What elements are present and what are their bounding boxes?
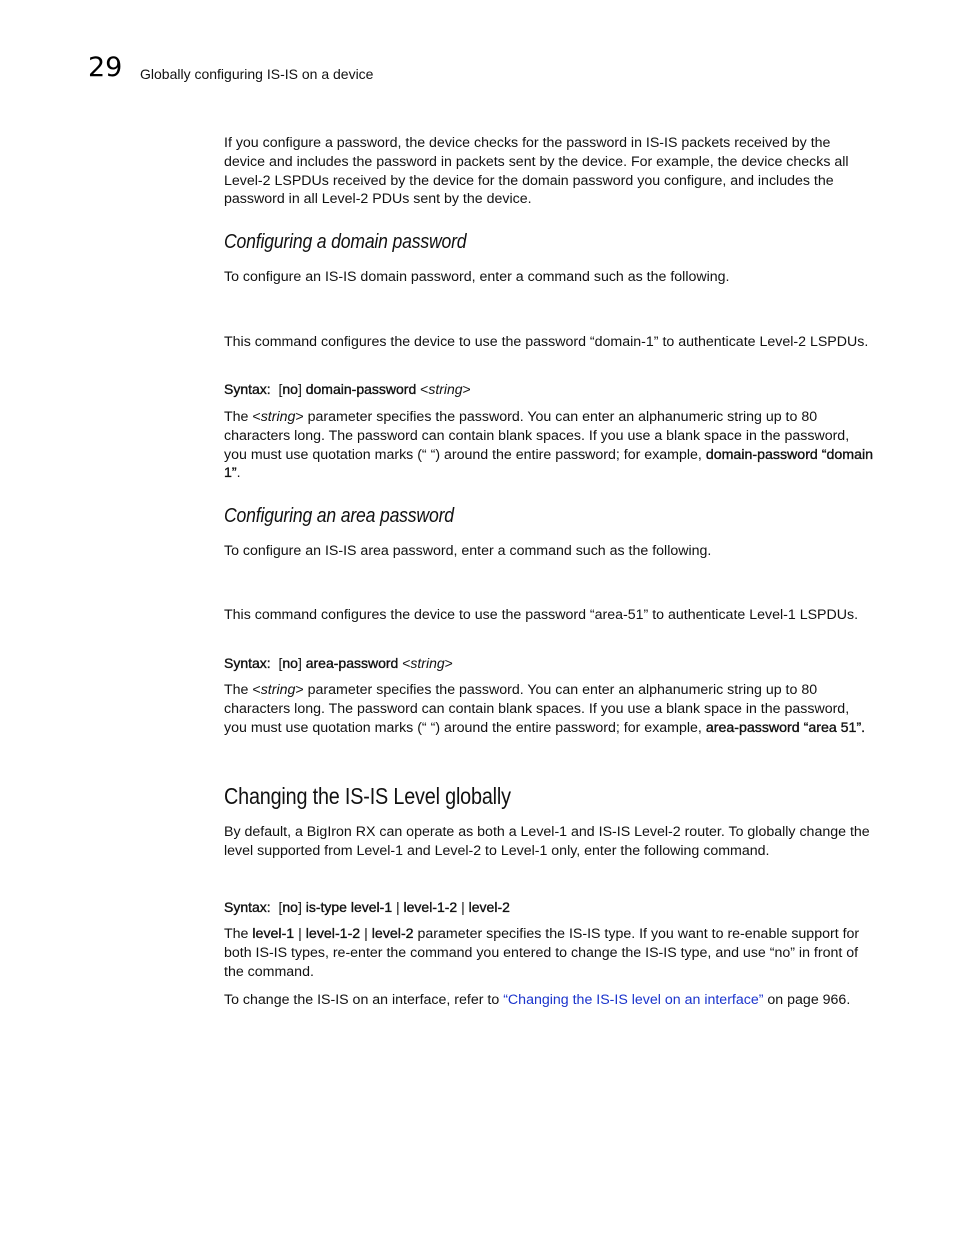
ref-post: on page 966. [767, 992, 851, 1008]
intro-paragraph: If you configure a password, the device checks for the password in IS-IS packets received by the device and includes the password in packets sent by the device. For example, the device checks all Level-2 LSPDUs received by the device for the domain password you configure, and includes the password in all Level-2 PDUs sent by the device. [224, 135, 849, 208]
param-option-3: level-2 [371, 926, 414, 942]
param-option-1: level-1 [252, 926, 295, 942]
area-lead-paragraph: To configure an IS-IS area password, enter a command such as the following. [224, 543, 712, 559]
syntax-option-2: level-1-2 [403, 899, 458, 915]
param-post: > parameter specifies the password. You can enter an alphanumeric string up to 80 characters long. The password can contain blank spaces. If you use a blank space in the password, you must use quotation marks (“ “) around the entire password; for example, [224, 682, 850, 736]
domain-password-heading: Configuring a domain password [224, 231, 467, 253]
domain-explain-paragraph: This command configures the device to use the password “domain-1” to authenticate Level-2 LSPDUs. [224, 334, 869, 350]
area-explain-paragraph: This command configures the device to use the password “area-51” to authenticate Level-1 LSPDUs. [224, 607, 859, 623]
syntax-no: no [282, 381, 298, 397]
param-option-2: level-1-2 [305, 926, 361, 942]
area-password-heading: Configuring an area password [224, 505, 454, 527]
syntax-no: no [282, 655, 298, 671]
interface-level-link[interactable]: “Changing the IS-IS level on an interface” [503, 992, 764, 1008]
area-syntax-line: Syntax: [no] area-password <string> [224, 655, 453, 671]
syntax-option-3: level-2 [468, 899, 510, 915]
syntax-label: Syntax: [224, 381, 271, 397]
syntax-param: string [428, 381, 463, 397]
domain-lead-paragraph: To configure an IS-IS domain password, enter a command such as the following. [224, 269, 730, 285]
running-title: Globally configuring IS-IS on a device [140, 66, 374, 82]
syntax-param: string [410, 655, 445, 671]
domain-param-paragraph [224, 408, 874, 483]
interface-reference-paragraph [224, 991, 884, 1010]
param-example: area-password “area 51”. [705, 719, 866, 736]
param-pre: The < [224, 682, 261, 698]
syntax-command: is-type level-1 [305, 899, 393, 915]
param-text: parameter specifies the IS-IS type. If you want to re-enable support for both IS-IS types, re-enter the command you entered to change the IS-IS type, and use “no” in front of the command. [224, 926, 860, 980]
level-param-paragraph: The level-1 | level-1-2 | level-2 parameter specifies the IS-IS type. If you want to re-enable support for both IS-IS types, re-enter the command you entered to change the IS-IS type, and use “no” in front of the command. [224, 926, 860, 980]
syntax-label: Syntax: [224, 655, 271, 671]
param-pre: The < [224, 409, 261, 425]
syntax-no: no [282, 899, 298, 915]
syntax-command: domain-password [305, 381, 417, 397]
level-section-heading: Changing the IS-IS Level globally [224, 783, 511, 809]
level-lead-paragraph: By default, a BigIron RX can operate as both a Level-1 and IS-IS Level-2 router. To globally change the level supported from Level-1 and Level-2 to Level-1 only, enter the following command. [224, 824, 870, 859]
param-example: domain-password “domain 1” [224, 446, 874, 482]
param-the: The [224, 926, 249, 942]
domain-syntax-line: Syntax: [no] domain-password <string> [224, 381, 471, 397]
area-param-paragraph [224, 681, 874, 737]
level-syntax-line: Syntax: [no] is-type level-1 | level-1-2 | level-2 [224, 899, 510, 915]
param-name: string [260, 682, 296, 698]
param-post: > parameter specifies the password. You can enter an alphanumeric string up to 80 characters long. The password can contain blank spaces. If you use a blank space in the password, you must use quotation marks (“ “) around the entire password; for example, [224, 409, 850, 463]
param-end: . [236, 465, 241, 482]
syntax-label: Syntax: [224, 899, 271, 915]
param-name: string [260, 409, 296, 425]
chapter-number: 29 [88, 52, 123, 83]
syntax-command: area-password [305, 655, 399, 671]
ref-pre: To change the IS-IS on an interface, refer to [224, 992, 500, 1008]
